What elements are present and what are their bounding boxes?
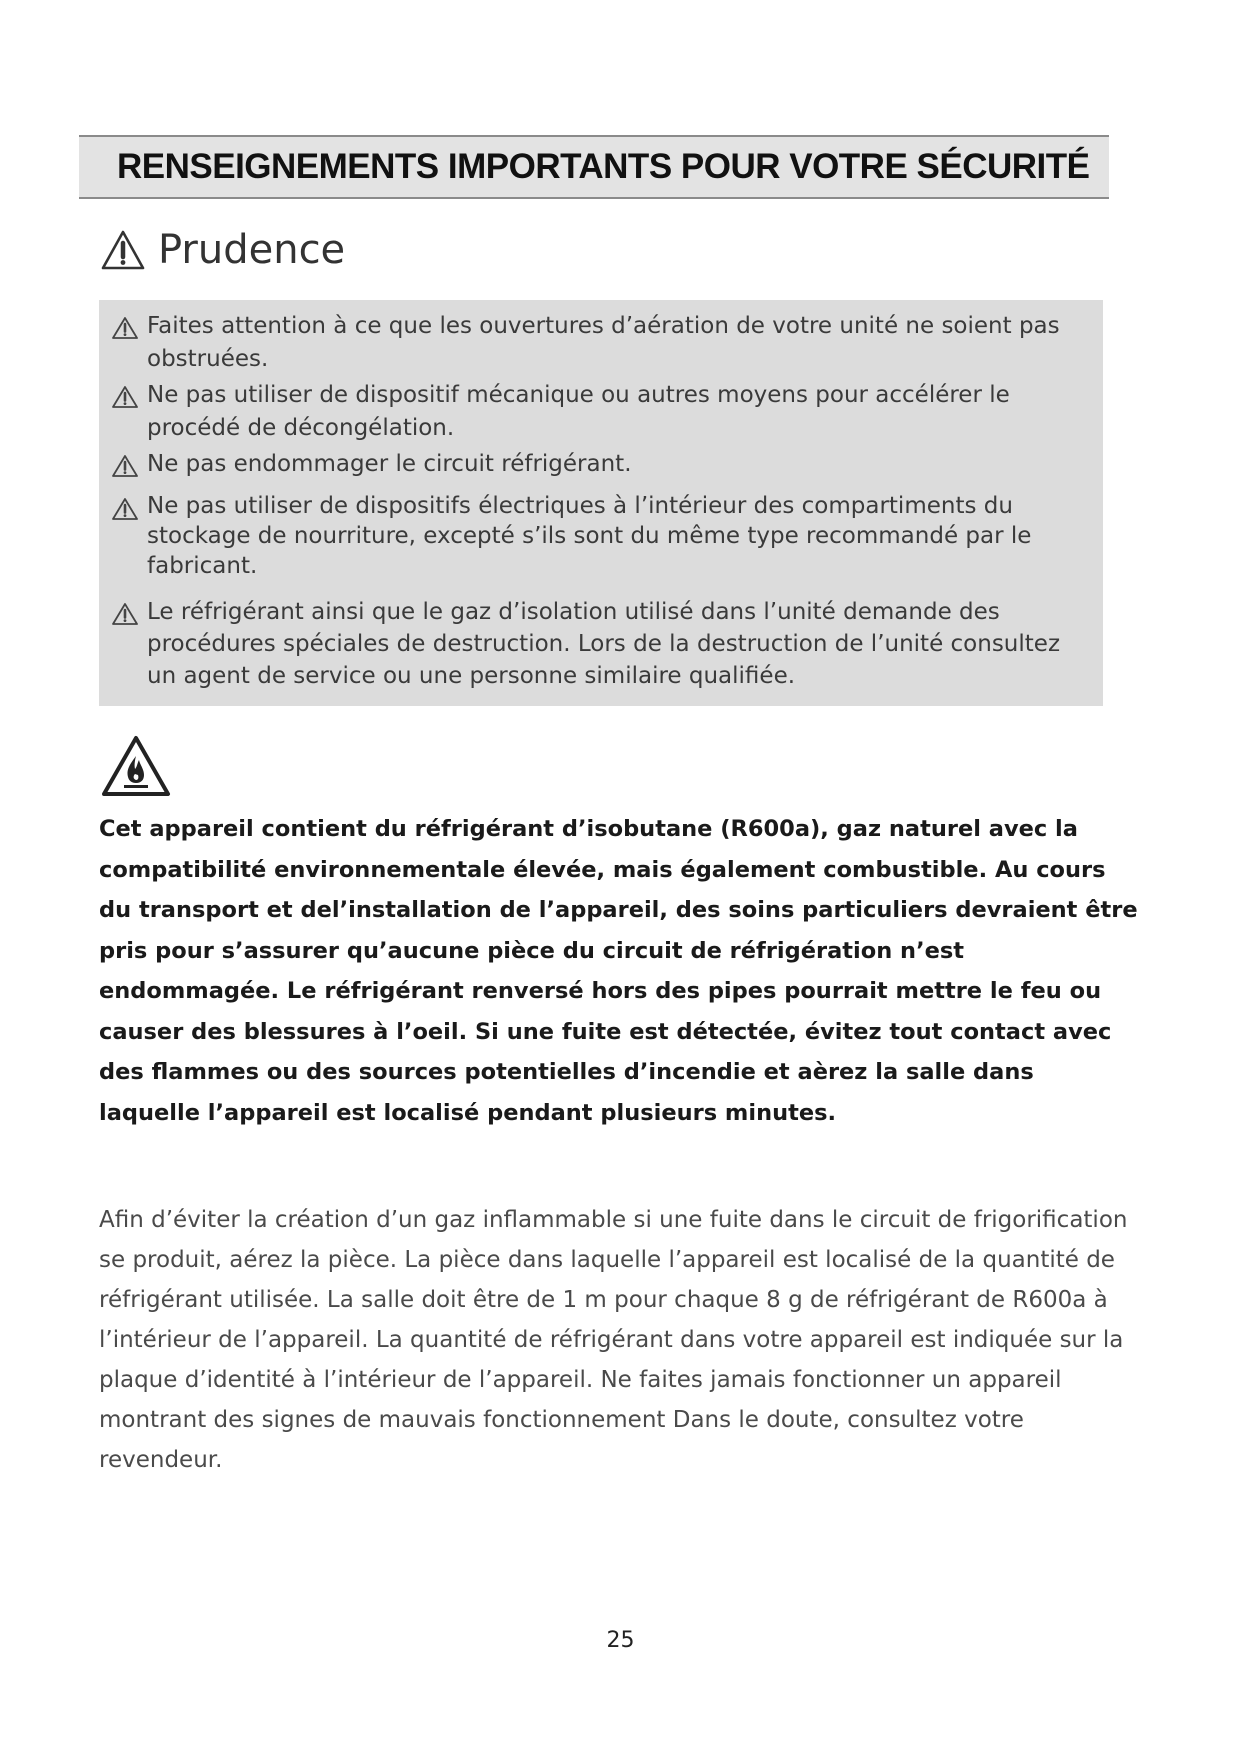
caution-box — [99, 300, 1103, 706]
prudence-title: Prudence — [158, 227, 346, 273]
warning-icon — [111, 454, 139, 488]
caution-item — [111, 379, 1091, 445]
section-header-bar — [79, 135, 1109, 199]
page-number: 25 — [606, 1628, 635, 1653]
ventilation-info-paragraph: Afin d’éviter la création d’un gaz inflammable si une fuite dans le circuit de frigorification se produit, aérez la pièce. La pièce dans laquelle l’appareil est localisé de la quantité de réfrigérant utilisée. La salle doit être de 1 m pour chaque 8 g de réfrigérant de R600a à l’intérieur de l’appareil. La quantité de réfrigérant dans votre appareil est indiquée sur la plaque d’identité à l’intérieur de l’appareil. Ne faites jamais fonctionner un appareil montrant des signes de mauvais fonctionnement Dans le doute, consultez votre revendeur. — [99, 1207, 1128, 1473]
prudence-heading — [100, 222, 345, 278]
caution-item — [111, 310, 1091, 376]
section-title: RENSEIGNEMENTS IMPORTANTS POUR VOTRE SÉCURITÉ — [117, 147, 1090, 186]
warning-icon — [111, 497, 139, 529]
caution-text: Ne pas endommager le circuit réfrigérant. — [147, 451, 632, 477]
flammable-warning-icon — [100, 734, 172, 802]
caution-item — [111, 491, 1091, 581]
caution-text: Ne pas utiliser de dispositif mécanique ou autres moyens pour accélérer le procédé de décongélation. — [147, 382, 1010, 441]
caution-text: Le réfrigérant ainsi que le gaz d’isolation utilisé dans l’unité demande des procédures spéciales de destruction. Lors de la destruction de l’unité consultez un agent de service ou une personne similaire qualifiée. — [147, 599, 1061, 689]
caution-text: Faites attention à ce que les ouvertures d’aération de votre unité ne soient pas obstruées. — [147, 313, 1060, 372]
warning-triangle-icon — [100, 229, 146, 271]
warning-icon — [111, 316, 139, 350]
caution-text: Ne pas utiliser de dispositifs électriques à l’intérieur des compartiments du stockage de nourriture, excepté s’ils sont du même type recommandé par le fabricant. — [147, 493, 1032, 579]
warning-icon — [111, 385, 139, 419]
flammable-warning-paragraph: Cet appareil contient du réfrigérant d’isobutane (R600a), gaz naturel avec la compatibilité environnementale élevée, mais également combustible. Au cours du transport et del’installation de l’appareil, des soins particuliers devraient être pris pour s’assurer qu’aucune pièce du circuit de réfrigération n’est endommagée. Le réfrigérant renversé hors des pipes pourrait mettre le feu ou causer des blessures à l’oeil. Si une fuite est détectée, évitez tout contact avec des flammes ou des sources potentielles d’incendie et aèrez la salle dans laquelle l’appareil est localisé pendant plusieurs minutes. — [99, 816, 1138, 1126]
warning-icon — [111, 602, 139, 635]
caution-item — [111, 448, 1091, 481]
caution-item — [111, 596, 1091, 692]
